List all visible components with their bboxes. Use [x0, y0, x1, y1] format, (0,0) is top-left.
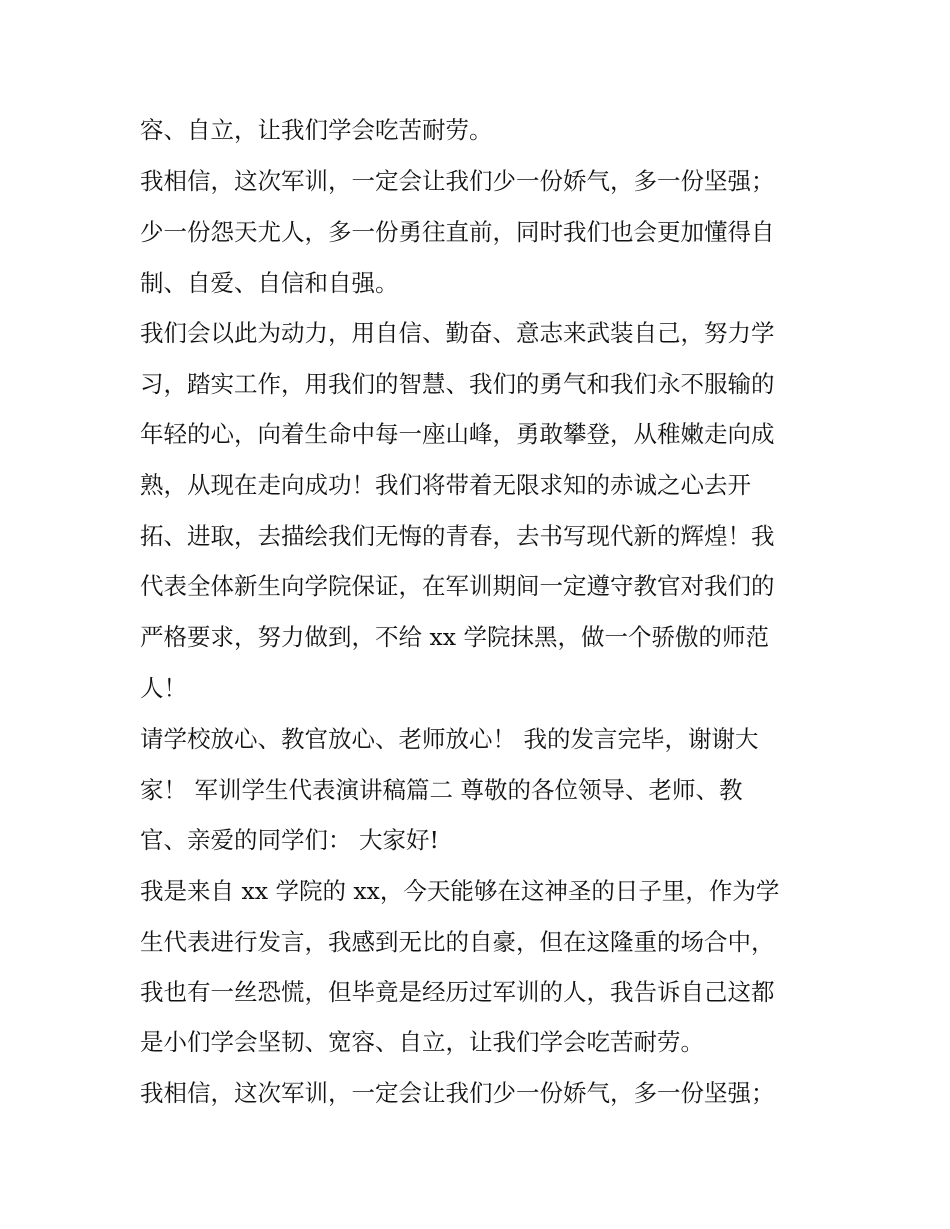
text-line: 拓、进取，去描绘我们无悔的青春，去书写现代新的辉煌！我: [140, 522, 775, 550]
text-line: 少一份怨天尤人，多一份勇往直前，同时我们也会更加懂得自: [140, 218, 775, 246]
text-line: 代表全体新生向学院保证，在军训期间一定遵守教官对我们的: [140, 572, 775, 600]
text-line: 我是来自 xx 学院的 xx，今天能够在这神圣的日子里，作为学: [140, 877, 780, 905]
text-line: 人！: [140, 674, 187, 702]
text-line: 我们会以此为动力，用自信、勤奋、意志来武装自己，努力学: [140, 319, 775, 347]
text-line: 官、亲爱的同学们： 大家好!: [140, 826, 439, 854]
text-line: 家！ 军训学生代表演讲稿篇二 尊敬的各位领导、老师、教: [140, 776, 743, 804]
text-line: 容、自立，让我们学会吃苦耐劳。: [140, 116, 493, 144]
text-line: 生代表进行发言，我感到无比的自豪，但在这隆重的场合中，: [140, 928, 775, 956]
text-line: 制、自爱、自信和自强。: [140, 269, 399, 297]
text-line: 请学校放心、教官放心、老师放心！ 我的发言完毕，谢谢大: [140, 725, 759, 753]
text-line: 我相信，这次军训，一定会让我们少一份娇气，多一份坚强；: [140, 167, 775, 195]
text-line: 严格要求，努力做到，不给 xx 学院抹黑，做一个骄傲的师范: [140, 623, 769, 651]
text-line: 是小们学会坚韧、宽容、自立，让我们学会吃苦耐劳。: [140, 1028, 704, 1056]
text-line: 习，踏实工作，用我们的智慧、我们的勇气和我们永不服输的: [140, 370, 775, 398]
text-line: 熟，从现在走向成功！我们将带着无限求知的赤诚之心去开: [140, 471, 751, 499]
text-line: 我也有一丝恐慌，但毕竟是经历过军训的人，我告诉自己这都: [140, 978, 775, 1006]
text-line: 我相信，这次军训，一定会让我们少一份娇气，多一份坚强；: [140, 1079, 775, 1107]
text-line: 年轻的心，向着生命中每一座山峰，勇敢攀登，从稚嫩走向成: [140, 420, 775, 448]
